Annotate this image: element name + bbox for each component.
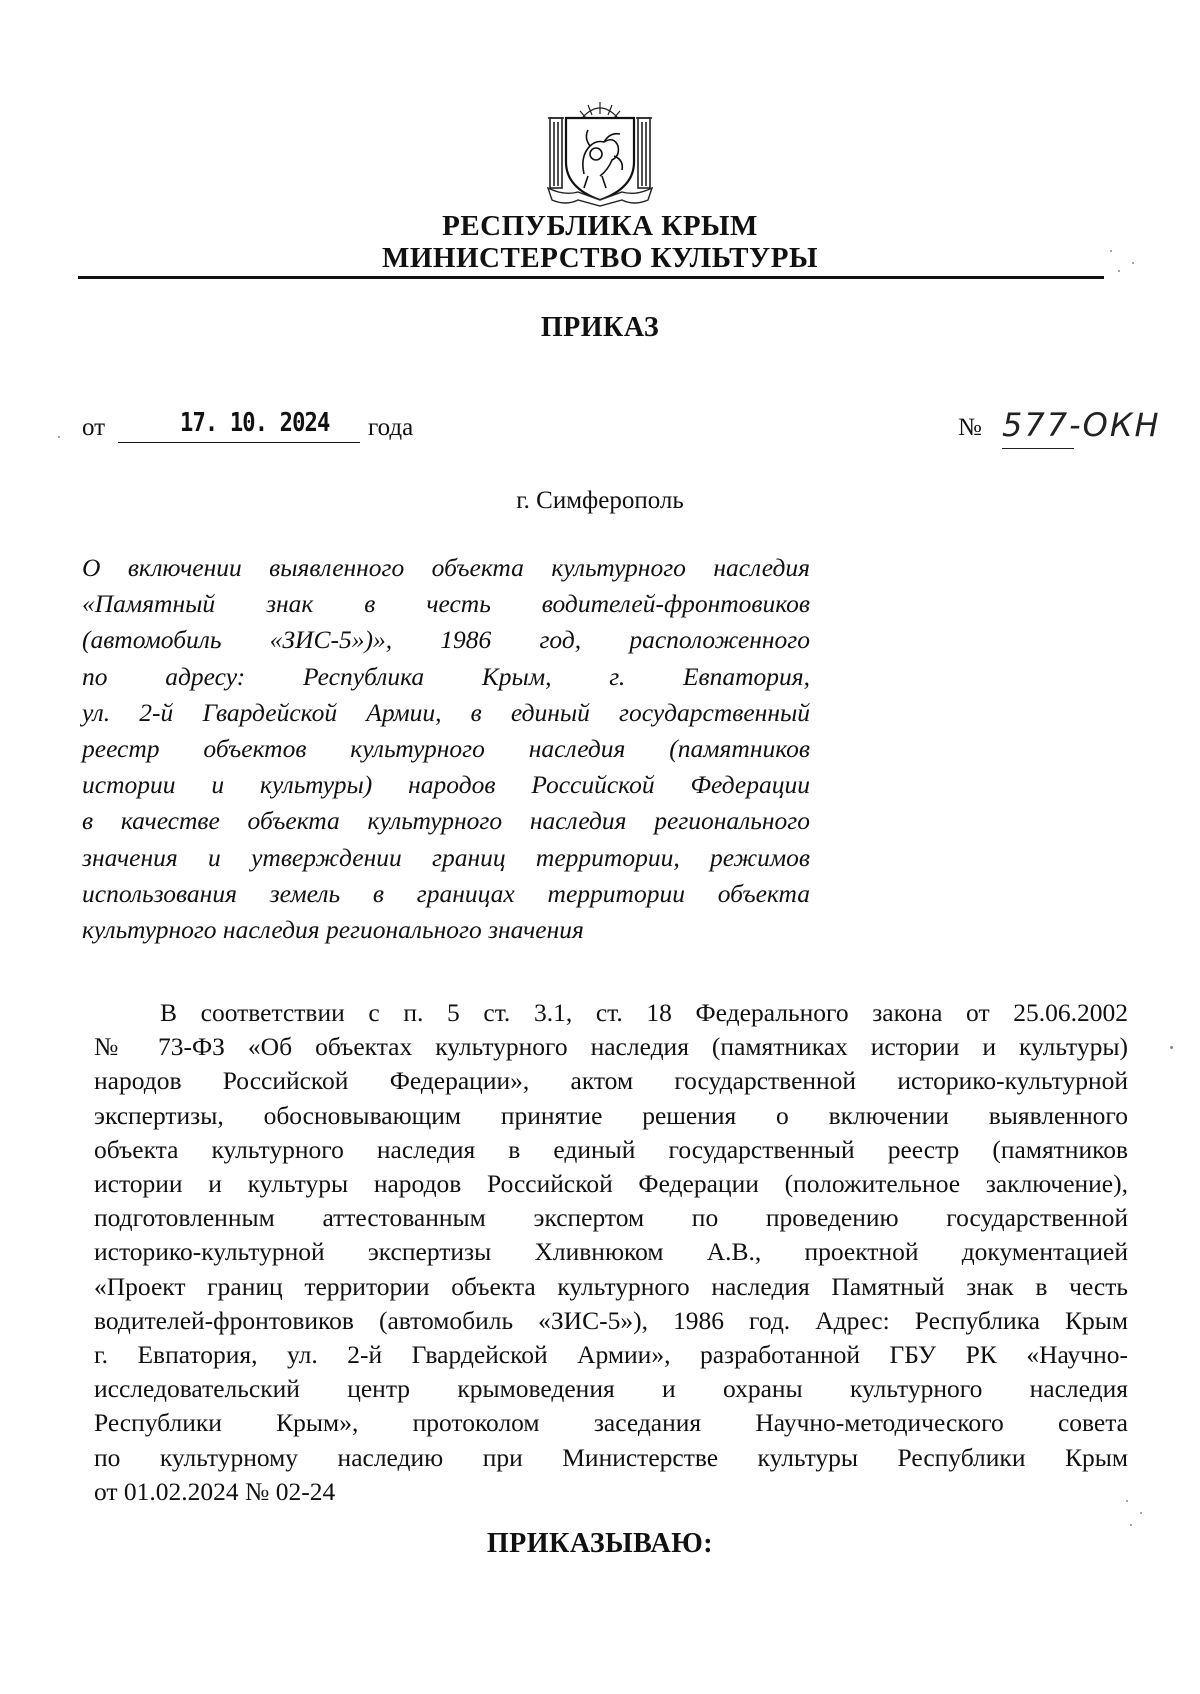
date-prefix-label: от <box>82 414 106 441</box>
date-underline <box>118 442 360 443</box>
subject-line: ул. 2-й Гвардейской Армии, в единый государственный <box>82 697 810 727</box>
scan-speck <box>1170 1046 1173 1049</box>
preamble-line: № 73-ФЗ «Об объектах культурного наследия (памятниках истории и культуры) <box>94 1032 1128 1062</box>
preamble-line: исследовательский центр крымоведения и охраны культурного наследия <box>94 1374 1128 1404</box>
scan-speck <box>1140 1512 1142 1514</box>
preamble-line: истории и культуры народов Российской Федерации (положительное заключение), <box>94 1169 1128 1199</box>
subject-line: по адресу: Республика Крым, г. Евпатория, <box>82 661 810 691</box>
republic-title: РЕСПУБЛИКА КРЫМ <box>442 210 758 242</box>
preamble-line: Республики Крым», протоколом заседания Научно-методического совета <box>94 1408 1128 1438</box>
header-divider <box>78 276 1104 279</box>
order-number-handwritten: 577-ОКН <box>1002 406 1161 444</box>
preamble-line: от 01.02.2024 № 02-24 <box>94 1476 336 1506</box>
order-number-field <box>958 408 1168 448</box>
preamble-line: водителей-фронтовиков (автомобиль «ЗИС-5»), 1986 год. Адрес: Республика Крым <box>94 1305 1128 1335</box>
ministry-title: МИНИСТЕРСТВО КУЛЬТУРЫ <box>382 242 818 274</box>
scan-speck <box>1130 1524 1132 1526</box>
scan-speck <box>1110 250 1112 252</box>
city-location: г. Симферополь <box>516 487 684 514</box>
scan-speck <box>1126 1500 1128 1502</box>
subject-line: в качестве объекта культурного наследия регионального <box>82 806 810 836</box>
order-subject-block <box>82 550 810 948</box>
preamble-line: по культурному наследию при Министерстве культуры Республики Крым <box>94 1442 1128 1472</box>
subject-line: культурного наследия регионального значения <box>82 915 584 945</box>
preamble-line: «Проект границ территории объекта культурного наследия Памятный знак в честь <box>94 1271 1128 1301</box>
crimea-coat-of-arms-icon <box>544 96 656 208</box>
preamble-line: объекта культурного наследия в единый государственный реестр (памятников <box>94 1134 1128 1164</box>
preamble-line: народов Российской Федерации», актом государственной историко-культурной <box>94 1066 1128 1096</box>
document-type-title: ПРИКАЗ <box>540 312 660 343</box>
date-stamp: 17. 10. 2024 <box>180 408 330 438</box>
number-underline <box>1002 448 1074 449</box>
order-preamble <box>94 996 1128 1509</box>
number-sign-label: № <box>958 414 982 441</box>
subject-line: (автомобиль «ЗИС-5»)», 1986 год, расположенного <box>82 625 810 655</box>
subject-line: истории и культуры) народов Российской Федерации <box>82 770 810 800</box>
preamble-line: историко-культурной экспертизы Хливнюком А.В., проектной документацией <box>94 1237 1128 1267</box>
subject-line: значения и утверждении границ территории, режимов <box>82 842 810 872</box>
preamble-line: В соответствии с п. 5 ст. 3.1, ст. 18 Федерального закона от 25.06.2002 <box>160 998 1128 1027</box>
scan-speck <box>1132 262 1134 264</box>
scan-speck <box>1118 270 1120 272</box>
subject-line: использования земель в границах территории объекта <box>82 878 810 908</box>
preamble-line: экспертизы, обосновывающим принятие решения о включении выявленного <box>94 1100 1128 1130</box>
subject-line: О включении выявленного объекта культурного наследия <box>82 553 810 582</box>
subject-line: «Памятный знак в честь водителей-фронтовиков <box>82 589 810 619</box>
scan-speck <box>58 436 60 438</box>
subject-line: реестр объектов культурного наследия (памятников <box>82 734 810 764</box>
preamble-line: г. Евпатория, ул. 2-й Гвардейской Армии», разработанной ГБУ РК «Научно- <box>94 1340 1128 1370</box>
preamble-line: подготовленным аттестованным экспертом по проведению государственной <box>94 1203 1128 1233</box>
order-directive-heading: ПРИКАЗЫВАЮ: <box>486 1528 714 1559</box>
date-suffix-label: года <box>368 414 414 441</box>
